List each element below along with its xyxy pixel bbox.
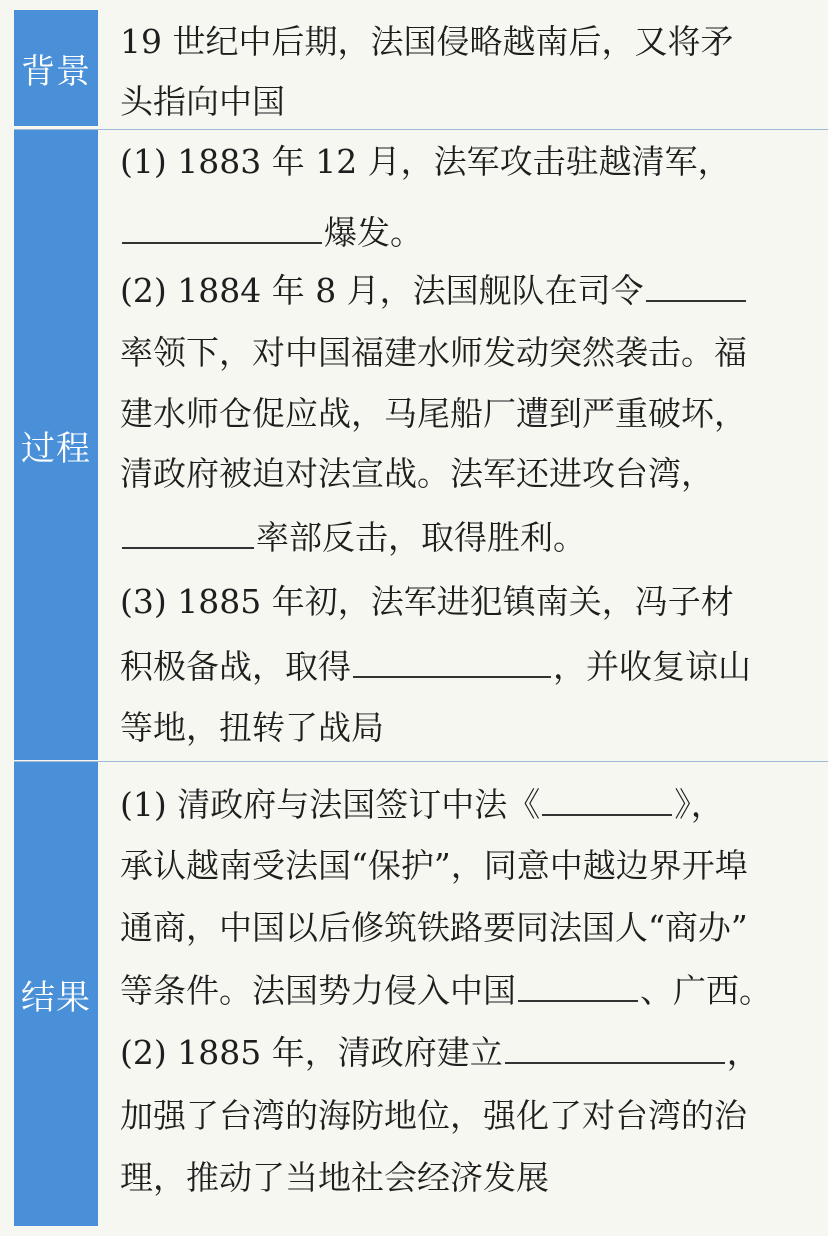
process-item1-line1: (1) 1883 年 12 月，法军攻击驻越清军，: [120, 142, 731, 181]
row-process: [0, 130, 828, 760]
blank-2[interactable]: [646, 270, 746, 302]
process-item2-line1-text: (2) 1884 年 8 月，法国舰队在司令: [120, 271, 644, 310]
divider-1: [14, 129, 828, 130]
result-item1-line1-before: (1) 清政府与法国签订中法《: [120, 785, 541, 824]
result-item2-line1-after: ，: [726, 1033, 760, 1072]
row-background: [0, 0, 828, 128]
result-item2-line3: 理，推动了当地社会经济发展: [120, 1158, 549, 1197]
result-item2-line2: 加强了台湾的海防地位，强化了对台湾的治: [120, 1096, 747, 1135]
row-result: [0, 762, 828, 1226]
result-item1-line1-after: 》，: [674, 785, 724, 824]
label-result: 结果: [21, 977, 91, 1018]
process-item3-line1: (3) 1885 年初，法军进犯镇南关，冯子材: [120, 582, 734, 621]
blank-3[interactable]: [122, 517, 254, 549]
process-item3-line3: 等地，扭转了战局: [120, 708, 384, 747]
process-item2-line5-text: 率部反击，取得胜利。: [256, 518, 586, 557]
label-cell-result: [14, 762, 98, 1226]
blank-6[interactable]: [518, 970, 638, 1002]
process-item2-line5: [120, 517, 586, 557]
process-item1-line2-text: 爆发。: [324, 213, 423, 252]
result-item1-line2: 承认越南受法国“保护”，同意中越边界开埠: [120, 846, 748, 885]
process-item2-line4: 清政府被迫对法宣战。法军还进攻台湾，: [120, 454, 714, 493]
divider-2: [14, 761, 828, 762]
blank-7[interactable]: [505, 1032, 725, 1064]
process-item3-line2-before: 积极备战，取得: [120, 647, 351, 686]
blank-4[interactable]: [353, 646, 551, 678]
result-item1-line4-before: 等条件。法国势力侵入中国: [120, 971, 516, 1010]
blank-1[interactable]: [122, 212, 322, 244]
process-item3-line2-after: ，并收复谅山: [553, 647, 751, 686]
process-item2-line3: 建水师仓促应战，马尾船厂遭到严重破坏，: [120, 394, 747, 433]
result-item1-line3: 通商，中国以后修筑铁路要同法国人“商办”: [120, 908, 748, 947]
background-line-2: 头指向中国: [120, 82, 285, 121]
background-line-1: 19 世纪中后期，法国侵略越南后，又将矛: [120, 22, 734, 61]
blank-5[interactable]: [542, 784, 672, 816]
result-item1-line4-after: 、广西。: [640, 971, 772, 1010]
result-item1-line4: [120, 970, 772, 1010]
label-cell-process: [14, 130, 98, 760]
process-item2-line2: 率领下，对中国福建水师发动突然袭击。福: [120, 333, 747, 372]
result-item1-line1: [120, 784, 724, 824]
result-item2-line1: [120, 1032, 760, 1072]
process-item3-line2: [120, 646, 751, 686]
result-item2-line1-before: (2) 1885 年，清政府建立: [120, 1033, 503, 1072]
label-background: 背景: [21, 51, 91, 92]
process-item2-line1: [120, 270, 748, 310]
label-process: 过程: [21, 428, 91, 469]
process-item1-line2: [120, 212, 423, 252]
label-cell-background: [14, 10, 98, 126]
